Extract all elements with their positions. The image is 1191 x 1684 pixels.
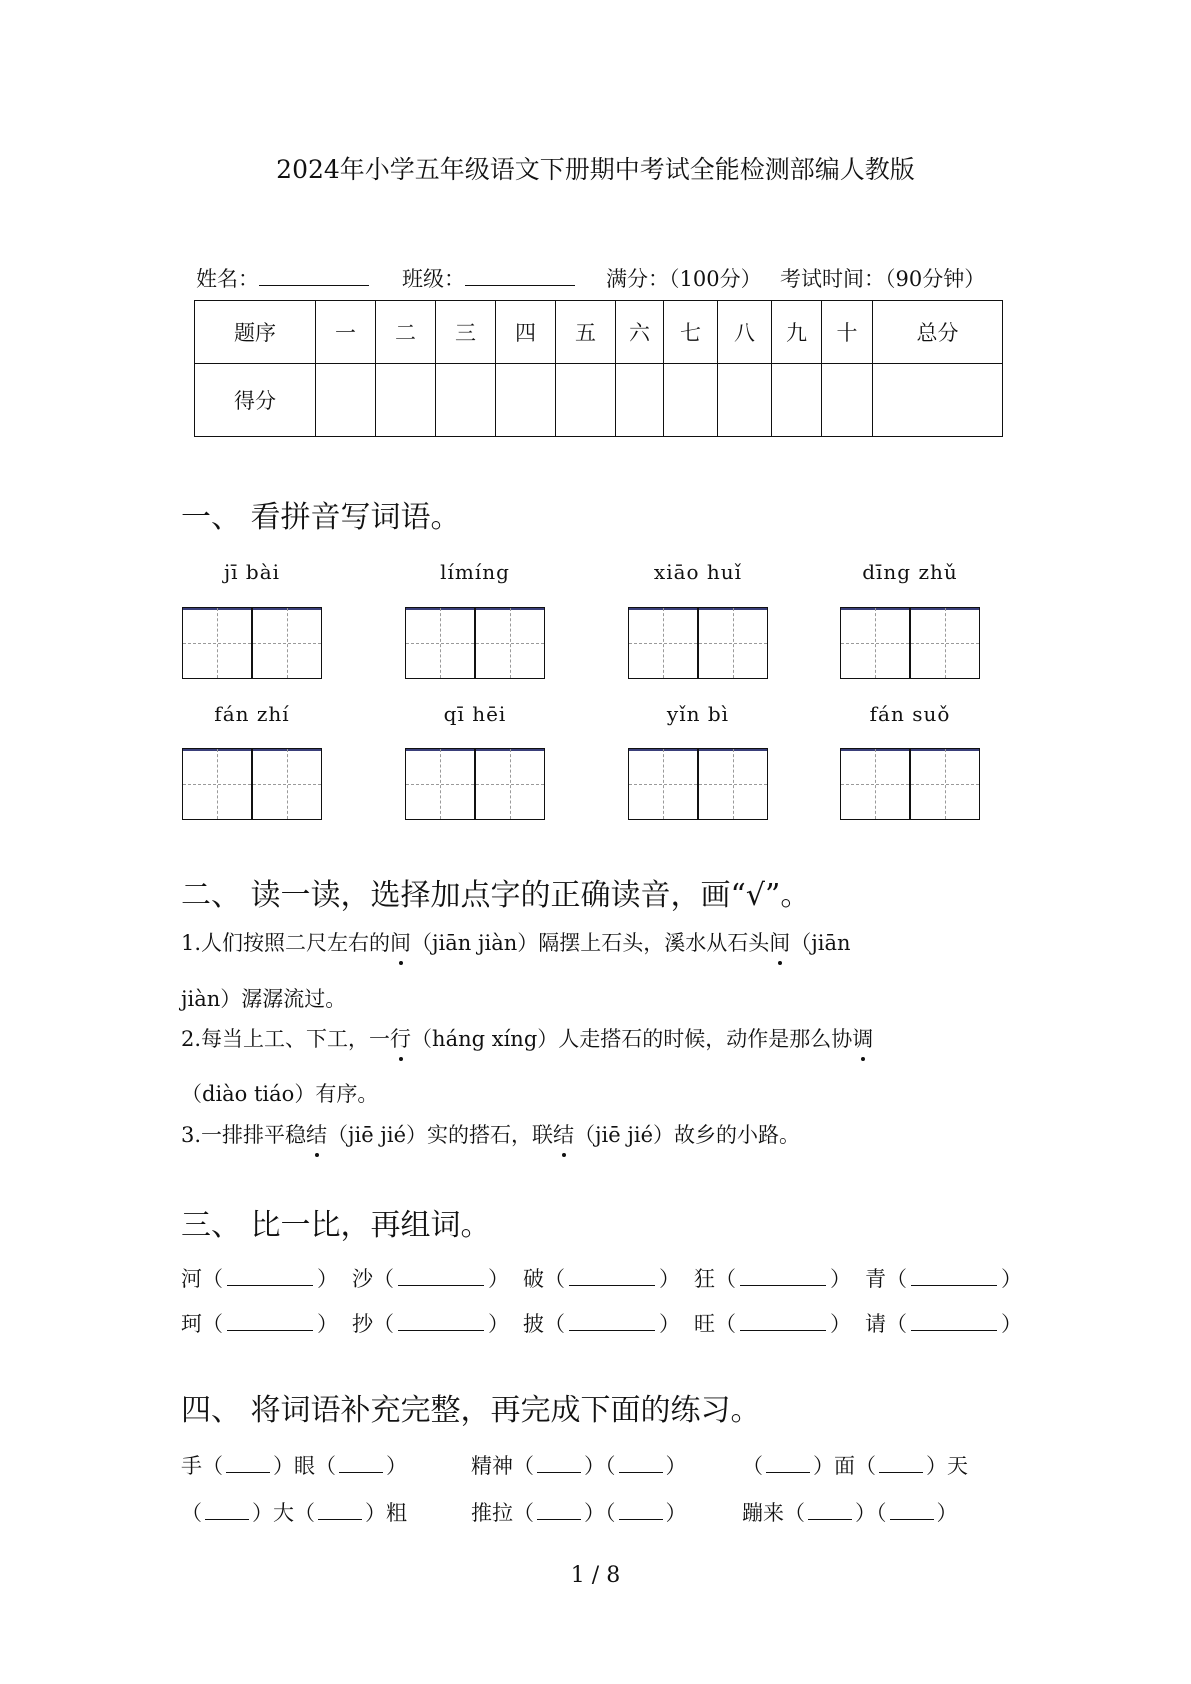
answer-blank[interactable] bbox=[569, 1267, 655, 1286]
answer-blank[interactable] bbox=[226, 1454, 270, 1473]
character: 破 bbox=[523, 1267, 544, 1291]
idiom-item: （ ）面（ ）天 bbox=[742, 1454, 968, 1478]
word-group-item: 旺（ ） bbox=[694, 1312, 851, 1336]
answer-blank[interactable] bbox=[911, 1267, 997, 1286]
pinyin-label: límíng bbox=[440, 560, 510, 584]
idiom-item: 手（ ）眼（ ） bbox=[181, 1454, 407, 1478]
character: 青 bbox=[865, 1267, 886, 1291]
class-field bbox=[402, 263, 575, 293]
table-cell: 六 bbox=[616, 301, 664, 364]
character: 推拉 bbox=[471, 1501, 513, 1525]
answer-blank[interactable] bbox=[537, 1501, 581, 1520]
answer-blank[interactable] bbox=[227, 1312, 313, 1331]
dotted-char: 行 bbox=[390, 1023, 411, 1053]
table-cell: 二 bbox=[376, 301, 436, 364]
word-group-item: 狂（ ） bbox=[694, 1267, 851, 1291]
question-2-3 bbox=[181, 1119, 800, 1149]
table-cell: 四 bbox=[496, 301, 556, 364]
pinyin-label: yǐn bì bbox=[666, 702, 730, 726]
score-input-cell[interactable] bbox=[496, 364, 556, 437]
word-group-row-2 bbox=[181, 1308, 1036, 1338]
score-input-cell[interactable] bbox=[376, 364, 436, 437]
table-cell: 得分 bbox=[195, 364, 316, 437]
answer-blank[interactable] bbox=[537, 1454, 581, 1473]
word-group-row-1 bbox=[181, 1263, 1036, 1293]
score-table-score-row bbox=[195, 364, 1003, 437]
tian-grid-box[interactable] bbox=[182, 607, 322, 679]
word-group-item: 青（ ） bbox=[865, 1267, 1022, 1291]
dotted-char: 结 bbox=[306, 1119, 327, 1149]
score-input-cell[interactable] bbox=[772, 364, 822, 437]
pinyin-label: fán zhí bbox=[214, 702, 290, 726]
score-table-header-row bbox=[195, 301, 1003, 364]
question-text: 2.每当上工、下工，一 bbox=[181, 1027, 391, 1051]
question-text[interactable]: （jiān bbox=[790, 931, 851, 955]
tian-grid-box[interactable] bbox=[405, 607, 545, 679]
character: 面 bbox=[834, 1454, 855, 1478]
pinyin-label: fán suǒ bbox=[869, 702, 951, 726]
answer-blank[interactable] bbox=[205, 1501, 249, 1520]
score-table bbox=[194, 300, 1003, 437]
answer-blank[interactable] bbox=[569, 1312, 655, 1331]
idiom-item: 精神（ ）（ ） bbox=[471, 1454, 687, 1478]
answer-blank[interactable] bbox=[398, 1312, 484, 1331]
question-text: 3.一排排平稳 bbox=[181, 1123, 307, 1147]
character: 眼 bbox=[294, 1454, 315, 1478]
character: 请 bbox=[865, 1312, 886, 1336]
answer-blank[interactable] bbox=[879, 1454, 923, 1473]
pinyin-label: qī hēi bbox=[443, 702, 507, 726]
word-group-item: 披（ ） bbox=[523, 1312, 680, 1336]
answer-blank[interactable] bbox=[619, 1454, 663, 1473]
question-text: 1.人们按照二尺左右的 bbox=[181, 931, 391, 955]
pinyin-label: xiāo huǐ bbox=[653, 560, 743, 584]
name-label: 姓名： bbox=[196, 267, 259, 291]
dotted-char: 调 bbox=[852, 1023, 873, 1053]
word-group-item: 请（ ） bbox=[865, 1312, 1022, 1336]
character: 精神 bbox=[471, 1454, 513, 1478]
question-2-1-cont[interactable]: jiàn）潺潺流过。 bbox=[181, 987, 347, 1011]
score-input-cell[interactable] bbox=[664, 364, 718, 437]
word-group-item: 抄（ ） bbox=[352, 1312, 509, 1336]
answer-blank[interactable] bbox=[398, 1267, 484, 1286]
score-input-cell[interactable] bbox=[556, 364, 616, 437]
answer-blank[interactable] bbox=[740, 1267, 826, 1286]
character: 披 bbox=[523, 1312, 544, 1336]
class-label: 班级： bbox=[402, 267, 465, 291]
score-input-cell[interactable] bbox=[822, 364, 873, 437]
character: 河 bbox=[181, 1267, 202, 1291]
character: 狂 bbox=[694, 1267, 715, 1291]
score-input-cell[interactable] bbox=[316, 364, 376, 437]
idiom-item: （ ）大（ ）粗 bbox=[181, 1501, 407, 1525]
score-input-cell[interactable] bbox=[873, 364, 1003, 437]
table-cell: 十 bbox=[822, 301, 873, 364]
answer-blank[interactable] bbox=[766, 1454, 810, 1473]
character: 天 bbox=[947, 1454, 968, 1478]
answer-blank[interactable] bbox=[339, 1454, 383, 1473]
answer-blank[interactable] bbox=[619, 1501, 663, 1520]
page-title: 2024年小学五年级语文下册期中考试全能检测部编人教版 bbox=[276, 155, 915, 184]
answer-blank[interactable] bbox=[227, 1267, 313, 1286]
score-input-cell[interactable] bbox=[436, 364, 496, 437]
tian-grid-box[interactable] bbox=[182, 748, 322, 820]
word-group-item: 河（ ） bbox=[181, 1267, 338, 1291]
character: 大 bbox=[273, 1501, 294, 1525]
tian-grid-box[interactable] bbox=[840, 748, 980, 820]
table-cell: 三 bbox=[436, 301, 496, 364]
exam-time: 考试时间：（90分钟） bbox=[780, 267, 986, 291]
answer-blank[interactable] bbox=[318, 1501, 362, 1520]
section4-heading: 四、 将词语补充完整，再完成下面的练习。 bbox=[181, 1393, 761, 1428]
word-group-item: 沙（ ） bbox=[352, 1267, 509, 1291]
section2-heading: 二、 读一读，选择加点字的正确读音，画“√”。 bbox=[181, 878, 811, 913]
tian-grid-box[interactable] bbox=[628, 748, 768, 820]
question-2-1 bbox=[181, 927, 851, 957]
question-text[interactable]: （jiān jiàn）隔摆上石头，溪水从石头 bbox=[411, 931, 770, 955]
answer-blank[interactable] bbox=[890, 1501, 934, 1520]
dotted-char: 结 bbox=[553, 1119, 574, 1149]
name-field bbox=[196, 263, 369, 293]
section3-heading: 三、 比一比，再组词。 bbox=[181, 1208, 491, 1243]
tian-grid-box[interactable] bbox=[840, 607, 980, 679]
page-number: 1 / 8 bbox=[570, 1563, 621, 1588]
idiom-item: 蹦来（ ）（ ） bbox=[742, 1501, 958, 1525]
character: 珂 bbox=[181, 1312, 202, 1336]
section1-heading: 一、 看拼音写词语。 bbox=[181, 500, 461, 535]
character: 沙 bbox=[352, 1267, 373, 1291]
character: 旺 bbox=[694, 1312, 715, 1336]
word-group-item: 珂（ ） bbox=[181, 1312, 338, 1336]
word-group-item: 破（ ） bbox=[523, 1267, 680, 1291]
answer-blank[interactable] bbox=[911, 1312, 997, 1331]
table-cell: 题序 bbox=[195, 301, 316, 364]
question-2-2-cont[interactable]: （diào tiáo）有序。 bbox=[181, 1082, 379, 1106]
tian-grid-box[interactable] bbox=[405, 748, 545, 820]
table-cell: 八 bbox=[718, 301, 772, 364]
pinyin-label: jī bài bbox=[223, 560, 281, 584]
question-text[interactable]: （háng xíng）人走搭石的时候，动作是那么协 bbox=[411, 1027, 853, 1051]
score-input-cell[interactable] bbox=[718, 364, 772, 437]
full-score: 满分：（100分） bbox=[606, 267, 762, 291]
tian-grid-box[interactable] bbox=[628, 607, 768, 679]
table-cell: 五 bbox=[556, 301, 616, 364]
table-cell: 一 bbox=[316, 301, 376, 364]
table-cell: 九 bbox=[772, 301, 822, 364]
dotted-char: 间 bbox=[390, 927, 411, 957]
answer-blank[interactable] bbox=[740, 1312, 826, 1331]
character: 抄 bbox=[352, 1312, 373, 1336]
class-blank[interactable] bbox=[465, 265, 575, 286]
dotted-char: 间 bbox=[769, 927, 790, 957]
table-cell: 总分 bbox=[873, 301, 1003, 364]
question-2-2 bbox=[181, 1023, 873, 1053]
character: 手 bbox=[181, 1454, 202, 1478]
idiom-item: 推拉（ ）（ ） bbox=[471, 1501, 687, 1525]
question-text[interactable]: （jiē jié）故乡的小路。 bbox=[574, 1123, 801, 1147]
score-input-cell[interactable] bbox=[616, 364, 664, 437]
name-blank[interactable] bbox=[259, 265, 369, 286]
table-cell: 七 bbox=[664, 301, 718, 364]
pinyin-label: dīng zhǔ bbox=[862, 560, 958, 584]
question-text[interactable]: （jiē jié）实的搭石，联 bbox=[327, 1123, 554, 1147]
answer-blank[interactable] bbox=[808, 1501, 852, 1520]
character: 粗 bbox=[386, 1501, 407, 1525]
character: 蹦来 bbox=[742, 1501, 784, 1525]
